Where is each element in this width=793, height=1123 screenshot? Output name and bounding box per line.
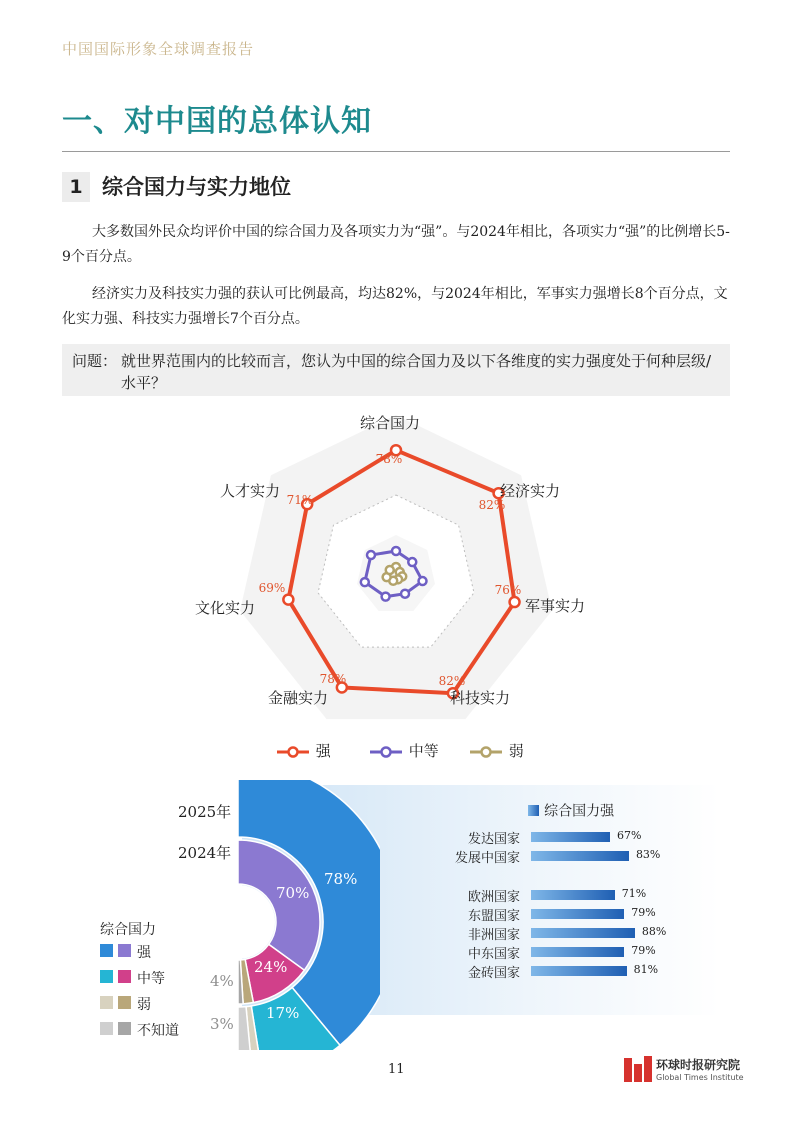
legend-medium-label: 中等 xyxy=(408,742,439,760)
donut-2024-medium-value: 24% xyxy=(254,958,288,976)
radar-value-0: 78% xyxy=(375,452,403,466)
radar-point-1-0 xyxy=(392,547,400,555)
bar-chart-title-row xyxy=(528,800,614,821)
radar-point-1-4 xyxy=(382,593,390,601)
donut-legend-title: 综合国力 xyxy=(100,922,156,938)
radar-value-1: 82% xyxy=(478,498,506,512)
logo-icon xyxy=(624,1056,654,1084)
donut-legend-label-0: 强 xyxy=(137,945,151,961)
radar-point-1-6 xyxy=(367,551,375,559)
radar-value-5: 69% xyxy=(258,581,286,595)
radar-axis-5: 文化实力 xyxy=(194,599,255,617)
radar-value-4: 78% xyxy=(319,672,347,686)
paragraph-2: 经济实力及科技实力强的获认可比例最高，均达82%，与2024年相比，军事实力强增长8个百分点，文化实力强、科技实力强增长7个百分点。 xyxy=(62,286,728,327)
logo-text-en: Global Times Institute xyxy=(656,1073,744,1082)
radar-point-1-1 xyxy=(408,558,416,566)
radar-axis-4: 金融实力 xyxy=(267,689,328,707)
bar-value-2: 71% xyxy=(621,887,647,900)
bar-3 xyxy=(531,909,624,919)
report-header: 中国国际形象全球调查报告 xyxy=(62,40,255,58)
divider xyxy=(62,151,730,152)
bar-value-4: 88% xyxy=(641,925,667,938)
legend-weak xyxy=(468,740,524,761)
bar-1 xyxy=(531,851,629,861)
logo-text-cn: 环球时报研究院 xyxy=(656,1058,741,1072)
donut-2025-strong-value: 78% xyxy=(324,870,358,888)
radar-axis-2: 军事实力 xyxy=(524,597,585,615)
donut-legend-swatch-2024-1 xyxy=(118,970,131,983)
legend-strong xyxy=(275,740,331,761)
radar-point-1-3 xyxy=(401,590,409,598)
radar-value-3: 82% xyxy=(438,674,466,688)
bar-category-4: 非洲国家 xyxy=(467,928,520,943)
legend-strong-label: 强 xyxy=(315,742,331,760)
donut-legend-swatch-2025-3 xyxy=(100,1022,113,1035)
radar-axis-3: 科技实力 xyxy=(449,689,510,707)
radar-point-1-5 xyxy=(361,578,369,586)
bar-4 xyxy=(531,928,635,938)
bar-chart-title: 综合国力强 xyxy=(544,803,615,820)
bar-category-3: 东盟国家 xyxy=(467,909,520,924)
bar-legend-swatch xyxy=(528,805,539,816)
bar-value-3: 79% xyxy=(631,906,656,919)
subsection-number: 1 xyxy=(62,172,90,202)
legend-weak-marker xyxy=(468,745,504,759)
radar-axis-0: 综合国力 xyxy=(359,414,420,432)
radar-point-1-2 xyxy=(419,577,427,585)
radar-value-6: 71% xyxy=(286,493,314,507)
radar-axis-1: 经济实力 xyxy=(499,482,560,500)
donut-legend-swatch-2025-2 xyxy=(100,996,113,1009)
bar-value-6: 81% xyxy=(633,963,659,976)
donut-legend-label-3: 不知道 xyxy=(137,1023,179,1039)
legend-medium-marker xyxy=(368,745,404,759)
bar-6 xyxy=(531,966,627,976)
donut-legend-swatch-2024-2 xyxy=(118,996,131,1009)
donut-legend-swatch-2024-3 xyxy=(118,1022,131,1035)
bar-category-0: 发达国家 xyxy=(467,832,520,847)
bar-category-5: 中东国家 xyxy=(467,947,520,962)
bar-value-5: 79% xyxy=(631,944,656,957)
radar-point-0-5 xyxy=(283,595,293,605)
bar-value-0: 67% xyxy=(617,829,642,842)
bar-category-6: 金砖国家 xyxy=(467,966,520,981)
radar-value-2: 76% xyxy=(494,583,522,597)
subsection-title: 综合国力与实力地位 xyxy=(102,175,291,199)
donut-legend-label-2: 弱 xyxy=(137,997,151,1013)
donut-hole xyxy=(201,885,275,959)
section-title: 一、对中国的总体认知 xyxy=(62,104,372,139)
ring-label-2024: 2024年 xyxy=(178,844,232,862)
paragraph-1: 大多数国外民众均评价中国的综合国力及各项实力为“强”。与2024年相比，各项实力“强”的比例增长5-9个百分点。 xyxy=(62,224,730,265)
donut-legend-swatch-2025-1 xyxy=(100,970,113,983)
bar-category-2: 欧洲国家 xyxy=(467,890,520,905)
question-text: 就世界范围内的比较而言，您认为中国的综合国力及以下各维度的实力强度处于何种层级/水平？ xyxy=(121,352,712,392)
donut-2024-weak-value: 4% xyxy=(210,972,234,990)
question-label: 问题： xyxy=(72,352,118,370)
donut-2025-unknown-value: 3% xyxy=(210,1015,234,1033)
legend-weak-label: 弱 xyxy=(508,742,524,760)
page-number: 11 xyxy=(388,1062,405,1077)
donut-legend-label-1: 中等 xyxy=(137,971,165,987)
donut-legend-swatch-2025-0 xyxy=(100,944,113,957)
radar-axis-6: 人才实力 xyxy=(219,482,280,500)
donut-legend-swatch-2024-0 xyxy=(118,944,131,957)
legend-strong-marker xyxy=(275,745,311,759)
legend-medium xyxy=(368,740,439,761)
donut-2025-medium-value: 17% xyxy=(266,1004,300,1022)
bar-0 xyxy=(531,832,610,842)
radar-point-2-6 xyxy=(386,566,394,574)
bar-value-1: 83% xyxy=(635,848,661,861)
donut-2024-strong-value: 70% xyxy=(276,884,310,902)
ring-label-2025: 2025年 xyxy=(178,803,232,821)
bar-category-1: 发展中国家 xyxy=(454,851,520,866)
bar-5 xyxy=(531,947,624,957)
bar-2 xyxy=(531,890,615,900)
